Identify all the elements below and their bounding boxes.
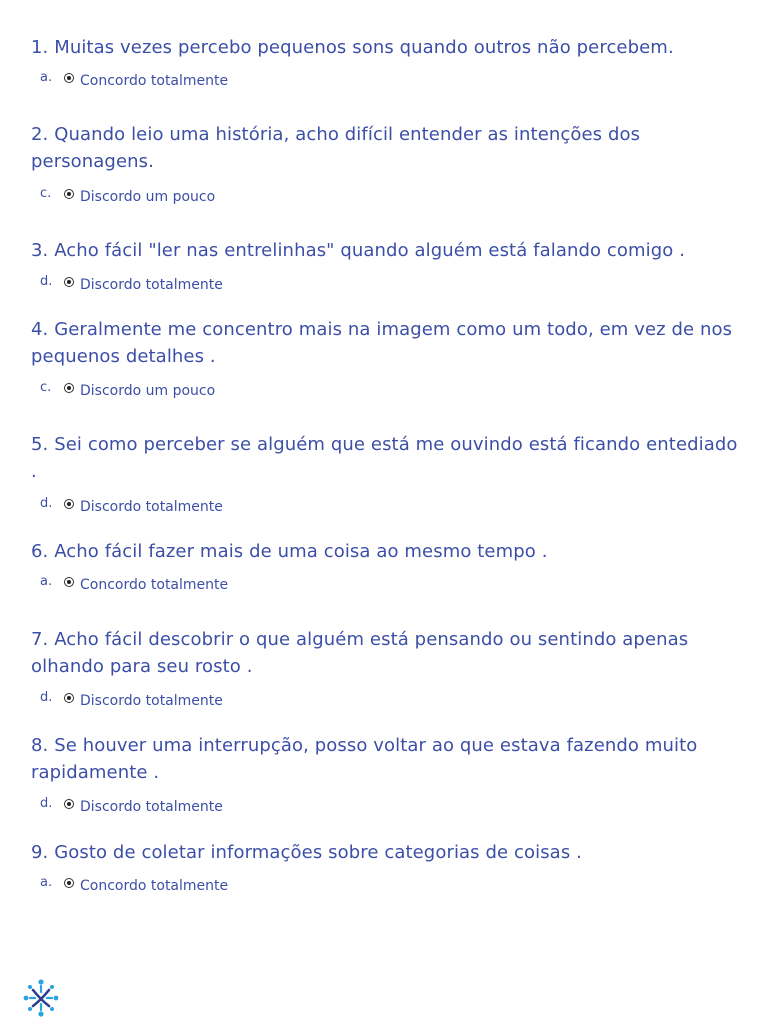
answer-label: Discordo totalmente <box>80 499 223 515</box>
question-4: 4. Geralmente me concentro mais na imagem como um todo, em vez de nos pequenos detalhes . <box>31 319 733 367</box>
answer-7 <box>40 692 223 712</box>
answer-1 <box>40 72 228 92</box>
answer-letter: c. <box>40 186 52 201</box>
radio-selected-icon[interactable] <box>64 577 74 587</box>
answer-label: Discordo um pouco <box>80 383 216 399</box>
question-9: 9. Gosto de coletar informações sobre categorias de coisas . <box>31 842 582 863</box>
question-2: 2. Quando leio uma história, acho difícil entender as intenções dos personagens. <box>31 124 641 172</box>
question-8: 8. Se houver uma interrupção, posso voltar ao que estava fazendo muito rapidamente . <box>31 735 698 783</box>
radio-selected-icon[interactable] <box>64 277 74 287</box>
answer-8 <box>40 798 223 818</box>
answer-6 <box>40 576 228 596</box>
people-circle-logo-icon <box>21 978 61 1018</box>
answer-label: Concordo totalmente <box>80 73 229 89</box>
answer-3 <box>40 276 223 296</box>
question-6: 6. Acho fácil fazer mais de uma coisa ao mesmo tempo . <box>31 541 548 562</box>
answer-letter: d. <box>40 496 53 511</box>
answer-letter: a. <box>40 70 53 85</box>
answer-label: Concordo totalmente <box>80 878 229 894</box>
answer-5 <box>40 498 223 518</box>
answer-2 <box>40 188 215 208</box>
answer-label: Discordo um pouco <box>80 189 216 205</box>
answer-letter: d. <box>40 796 53 811</box>
radio-selected-icon[interactable] <box>64 878 74 888</box>
radio-selected-icon[interactable] <box>64 693 74 703</box>
answer-letter: a. <box>40 574 53 589</box>
answer-label: Discordo totalmente <box>80 799 223 815</box>
answer-label: Discordo totalmente <box>80 693 223 709</box>
answer-letter: d. <box>40 690 53 705</box>
radio-selected-icon[interactable] <box>64 73 74 83</box>
answer-9 <box>40 877 228 897</box>
answer-letter: a. <box>40 875 53 890</box>
radio-selected-icon[interactable] <box>64 799 74 809</box>
question-1: 1. Muitas vezes percebo pequenos sons quando outros não percebem. <box>31 37 674 58</box>
radio-selected-icon[interactable] <box>64 383 74 393</box>
radio-selected-icon[interactable] <box>64 189 74 199</box>
question-3: 3. Acho fácil "ler nas entrelinhas" quando alguém está falando comigo . <box>31 240 686 261</box>
question-7: 7. Acho fácil descobrir o que alguém está pensando ou sentindo apenas olhando para seu rosto . <box>31 629 689 677</box>
answer-label: Discordo totalmente <box>80 277 223 293</box>
answer-4 <box>40 382 215 402</box>
answer-label: Concordo totalmente <box>80 577 229 593</box>
radio-selected-icon[interactable] <box>64 499 74 509</box>
question-5: 5. Sei como perceber se alguém que está me ouvindo está ficando entediado . <box>31 434 738 482</box>
answer-letter: d. <box>40 274 53 289</box>
answer-letter: c. <box>40 380 52 395</box>
